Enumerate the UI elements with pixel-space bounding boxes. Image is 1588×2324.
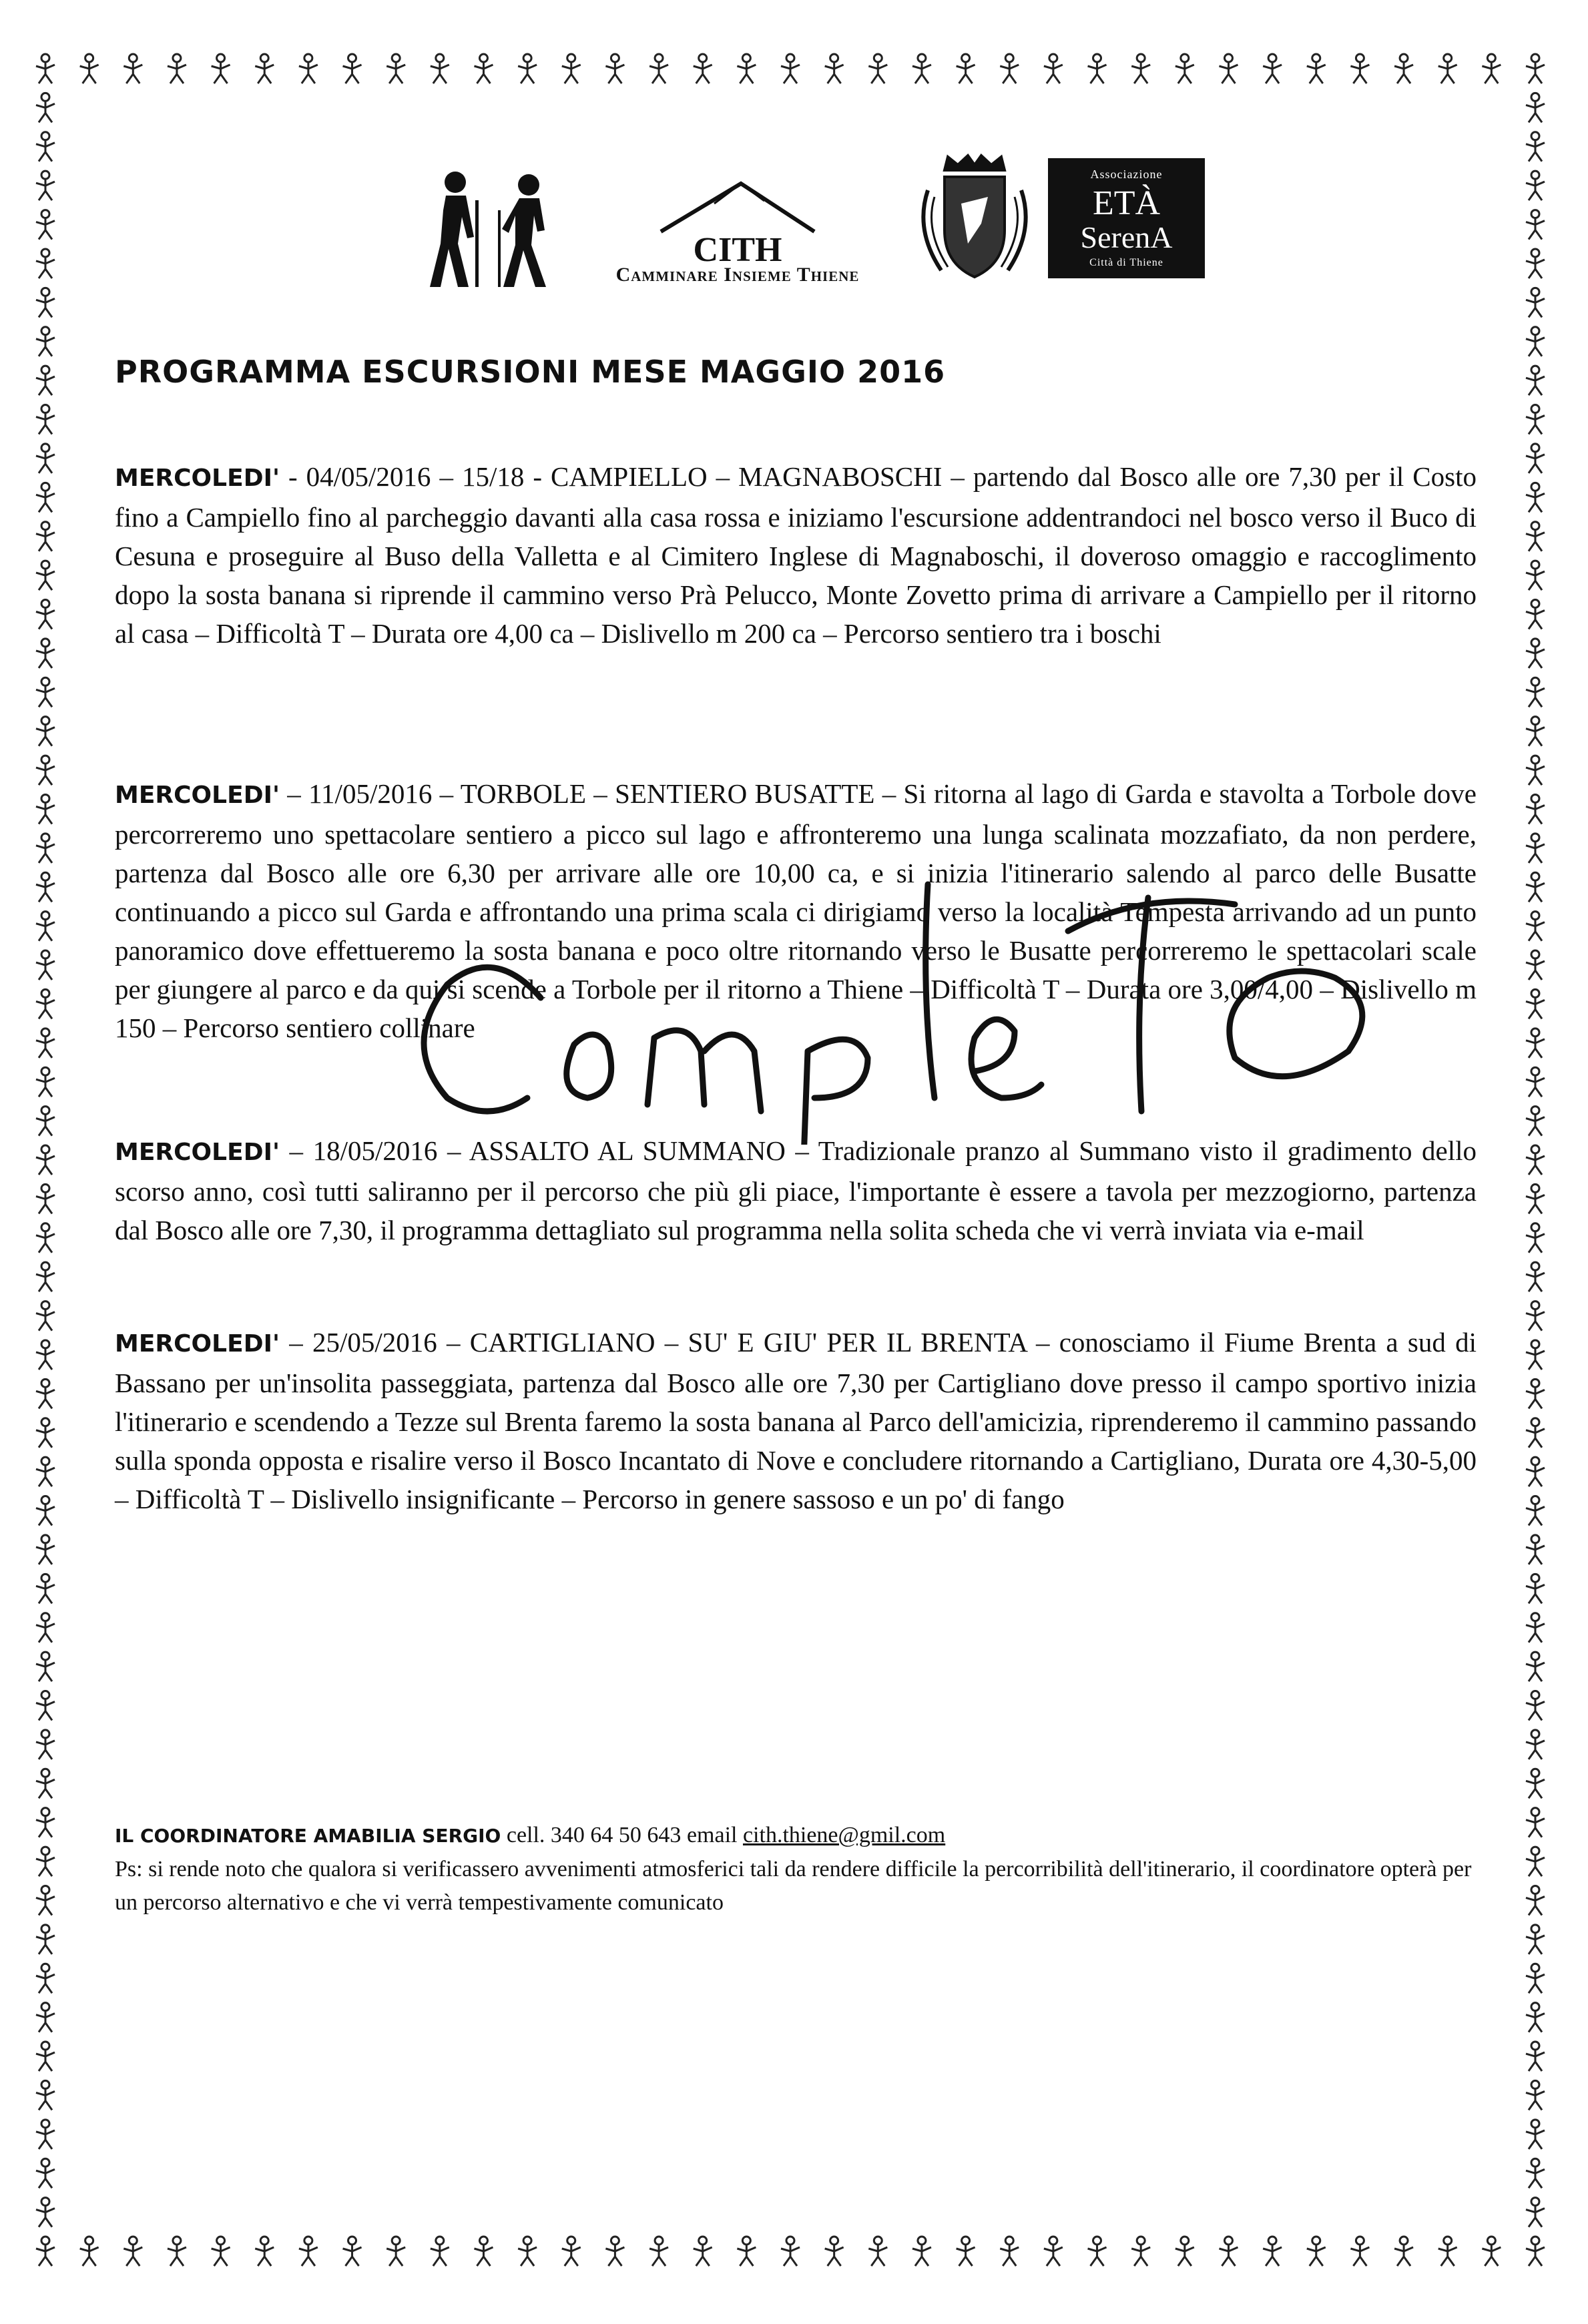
border-figure-icon bbox=[212, 2237, 230, 2266]
footer-note: Ps: si rende noto che qualora si verificassero avvenimenti atmosferici tali da rendere difficile la percorribilità dell'itinerario, il coordinatore opterà per un percorso alternativo e che vi verrà tempestivamente comunicato bbox=[115, 1857, 1472, 1915]
border-figure-icon bbox=[168, 54, 186, 83]
border-figure-icon bbox=[36, 1496, 55, 1526]
border-figure-icon bbox=[36, 522, 55, 551]
border-figure-icon bbox=[1526, 210, 1545, 240]
border-figure-icon bbox=[36, 1535, 55, 1564]
border-figure-icon bbox=[36, 989, 55, 1019]
border-figure-icon bbox=[1526, 1223, 1545, 1253]
border-figure-icon bbox=[1526, 1107, 1545, 1136]
border-figure-icon bbox=[957, 54, 975, 83]
border-figure-icon bbox=[1394, 54, 1413, 83]
border-figure-icon bbox=[1526, 677, 1545, 707]
border-figure-icon bbox=[36, 834, 55, 863]
footer-contact-line bbox=[115, 1819, 1483, 1853]
border-figure-icon bbox=[36, 2042, 55, 2071]
border-figure-icon bbox=[1131, 2237, 1150, 2266]
border-figure-icon bbox=[912, 54, 931, 83]
excursion-day-label: MERCOLEDI' bbox=[115, 1330, 280, 1358]
border-figure-icon bbox=[1526, 288, 1545, 317]
border-figure-icon bbox=[36, 366, 55, 395]
border-figure-icon bbox=[431, 2237, 449, 2266]
border-figure-icon bbox=[957, 2237, 975, 2266]
eta-serena-line3: SerenA bbox=[1080, 220, 1173, 254]
border-figure-icon bbox=[36, 1029, 55, 1058]
border-figure-icon bbox=[1175, 54, 1194, 83]
border-figure-icon bbox=[36, 950, 55, 980]
border-figure-icon bbox=[825, 2237, 844, 2266]
border-figure-icon bbox=[1526, 1301, 1545, 1331]
mountain-icon bbox=[581, 177, 894, 237]
border-figure-icon bbox=[1526, 1535, 1545, 1564]
border-figure-icon bbox=[36, 872, 55, 902]
border-figure-icon bbox=[1263, 54, 1282, 83]
border-figure-icon bbox=[36, 483, 55, 512]
border-figure-icon bbox=[562, 54, 581, 83]
border-figure-icon bbox=[36, 2003, 55, 2032]
border-figure-icon bbox=[1219, 54, 1238, 83]
border-figure-icon bbox=[518, 2237, 537, 2266]
excursion-day-label: MERCOLEDI' bbox=[115, 1139, 280, 1166]
border-figure-icon bbox=[36, 405, 55, 434]
border-figure-icon bbox=[36, 1223, 55, 1253]
border-figure-icon bbox=[36, 2237, 55, 2266]
border-figure-icon bbox=[1526, 1379, 1545, 1408]
border-figure-icon bbox=[343, 54, 362, 83]
border-figure-icon bbox=[605, 54, 624, 83]
border-figure-icon bbox=[36, 2120, 55, 2149]
border-figure-icon bbox=[1526, 561, 1545, 590]
excursion-text: – 25/05/2016 – CARTIGLIANO – SU' E GIU' PER IL BRENTA – conosciamo il Fiume Brenta a sud di Bassano per un'insolita passeggiata, partenza dal Bosco alle ore 7,30 per Cartigliano dove presso il campo sportivo inizia l'itinerario e scendendo a Tezze sul Brenta faremo la sosta banana al Parco dell'amicizia, riprenderemo il cammino passando sulla sponda opposta e risalire verso il Bosco Incantato di Nove e concludere ritornando a Cartigliano, Durata ore 4,30-5,00 – Difficoltà T – Dislivello insignificante – Percorso in genere sassoso e un po' di fango bbox=[115, 1327, 1477, 1514]
border-figure-icon bbox=[1307, 54, 1326, 83]
border-figure-icon bbox=[781, 2237, 800, 2266]
excursion-item bbox=[115, 1323, 1477, 1518]
border-figure-icon bbox=[1526, 989, 1545, 1019]
border-figure-icon bbox=[36, 639, 55, 668]
border-figure-icon bbox=[36, 1107, 55, 1136]
border-figure-icon bbox=[1131, 54, 1150, 83]
border-figure-icon bbox=[431, 54, 449, 83]
border-figure-icon bbox=[1526, 717, 1545, 746]
border-figure-icon bbox=[868, 2237, 887, 2266]
border-figure-icon bbox=[343, 2237, 362, 2266]
border-figure-icon bbox=[1482, 54, 1501, 83]
border-figure-icon bbox=[36, 288, 55, 317]
cith-logo-name: CITH bbox=[693, 231, 782, 269]
border-figure-icon bbox=[36, 1964, 55, 1993]
border-figure-icon bbox=[36, 561, 55, 590]
border-figure-icon bbox=[36, 1418, 55, 1448]
cith-logo bbox=[581, 177, 894, 290]
border-figure-icon bbox=[694, 54, 712, 83]
coordinator-phone: cell. 340 64 50 643 bbox=[506, 1823, 682, 1847]
border-figure-icon bbox=[1526, 1730, 1545, 1759]
border-figure-icon bbox=[36, 1730, 55, 1759]
border-figure-icon bbox=[1526, 1847, 1545, 1876]
eta-serena-line2: ETÀ bbox=[1092, 184, 1161, 222]
border-figure-icon bbox=[36, 132, 55, 162]
border-figure-icon bbox=[1526, 1613, 1545, 1643]
border-figure-icon bbox=[1526, 2120, 1545, 2149]
excursion-day-label: MERCOLEDI' bbox=[115, 465, 280, 492]
border-figure-icon bbox=[1526, 834, 1545, 863]
excursion-item bbox=[115, 457, 1477, 653]
header-logos bbox=[414, 150, 1215, 290]
border-figure-icon bbox=[1526, 1885, 1545, 1915]
border-figure-icon bbox=[1526, 1496, 1545, 1526]
border-figure-icon bbox=[737, 2237, 756, 2266]
border-figure-icon bbox=[1526, 1964, 1545, 1993]
border-figure-icon bbox=[36, 171, 55, 200]
border-figure-icon bbox=[36, 756, 55, 785]
border-figure-icon bbox=[868, 54, 887, 83]
border-figure-icon bbox=[1000, 54, 1019, 83]
border-figure-icon bbox=[1526, 950, 1545, 980]
border-figure-icon bbox=[36, 54, 55, 83]
border-figure-icon bbox=[36, 210, 55, 240]
border-figure-icon bbox=[36, 1808, 55, 1837]
city-crest-icon bbox=[908, 150, 1041, 290]
border-figure-icon bbox=[36, 249, 55, 278]
eta-serena-line4: Città di Thiene bbox=[1089, 257, 1163, 268]
border-figure-icon bbox=[36, 794, 55, 824]
border-figure-icon bbox=[1526, 2158, 1545, 2188]
border-figure-icon bbox=[1263, 2237, 1282, 2266]
border-figure-icon bbox=[1482, 2237, 1501, 2266]
border-figure-icon bbox=[1526, 1574, 1545, 1603]
border-figure-icon bbox=[649, 54, 668, 83]
border-figure-icon bbox=[36, 1301, 55, 1331]
excursion-text: – 11/05/2016 – TORBOLE – SENTIERO BUSATTE – Si ritorna al lago di Garda e stavolta a Torbole dove percorreremo uno spettacolare sentiero a picco sul lago e affronteremo una lunga scalinata mozzafiato, da non perdere, partenza dal Bosco alle ore 6,30 per arrivare alle ore 10,00 ca, e si inizia l'itinerario salendo al parco delle Busatte continuando a picco sul Garda e affrontando una prima scala ci dirigiamo verso la località Tempesta arrivando ad un punto panoramico dove effettueremo la sosta banana e poco oltre ritornando verso le Busatte percorreremo le spettacolari scale per giungere al parco e da qui si scende a Torbole per il ritorno a Thiene – Difficoltà T – Durata ore 3,00/4,00 – Dislivello m 150 – Percorso sentiero collinare bbox=[115, 778, 1477, 1043]
border-figure-icon bbox=[1526, 54, 1545, 83]
completo-handwritten-stamp bbox=[374, 831, 1442, 1145]
border-figure-icon bbox=[36, 717, 55, 746]
border-figure-icon bbox=[36, 2158, 55, 2188]
border-figure-icon bbox=[1526, 1184, 1545, 1213]
border-figure-icon bbox=[1526, 1418, 1545, 1448]
eta-serena-logo bbox=[1048, 158, 1205, 278]
border-figure-icon bbox=[386, 2237, 405, 2266]
border-figure-icon bbox=[1526, 2198, 1545, 2227]
border-figure-icon bbox=[36, 1847, 55, 1876]
footer bbox=[115, 1819, 1483, 1920]
border-figure-icon bbox=[212, 54, 230, 83]
border-figure-icon bbox=[1526, 2080, 1545, 2110]
border-figure-icon bbox=[1526, 1925, 1545, 1954]
excursion-text: - 04/05/2016 – 15/18 - CAMPIELLO – MAGNABOSCHI – partendo dal Bosco alle ore 7,30 per il Costo fino a Campiello fino al parcheggio davanti alla casa rossa e iniziamo l'escursione addentrandoci nel bosco verso il Buco di Cesuna e proseguire al Buso della Valletta e al Cimitero Inglese di Magnaboschi, il doveroso omaggio e raccoglimento dopo la sosta banana si riprende il cammino verso Prà Pelucco, Monte Zovetto prima di arrivare a Campiello per il ritorno al casa – Difficoltà T – Durata ore 4,00 ca – Dislivello m 200 ca – Percorso sentiero tra i boschi bbox=[115, 461, 1477, 649]
border-figure-icon bbox=[1526, 1340, 1545, 1370]
border-figure-icon bbox=[36, 93, 55, 122]
border-figure-icon bbox=[1526, 444, 1545, 473]
border-figure-icon bbox=[36, 912, 55, 941]
border-figure-icon bbox=[605, 2237, 624, 2266]
border-figure-icon bbox=[36, 444, 55, 473]
border-figure-icon bbox=[1526, 132, 1545, 162]
border-figure-icon bbox=[1526, 1691, 1545, 1721]
border-figure-icon bbox=[1526, 1145, 1545, 1175]
border-figure-icon bbox=[1526, 483, 1545, 512]
border-figure-icon bbox=[694, 2237, 712, 2266]
border-figure-icon bbox=[1175, 2237, 1194, 2266]
border-figure-icon bbox=[36, 1613, 55, 1643]
border-figure-icon bbox=[168, 2237, 186, 2266]
border-figure-icon bbox=[1394, 2237, 1413, 2266]
border-figure-icon bbox=[1044, 54, 1063, 83]
border-figure-icon bbox=[36, 1652, 55, 1681]
border-figure-icon bbox=[649, 2237, 668, 2266]
border-figure-icon bbox=[80, 54, 99, 83]
border-figure-icon bbox=[474, 54, 493, 83]
border-figure-icon bbox=[36, 1691, 55, 1721]
border-figure-icon bbox=[474, 2237, 493, 2266]
cith-logo-subtitle: Camminare Insieme Thiene bbox=[615, 264, 860, 286]
excursion-day-label: MERCOLEDI' bbox=[115, 782, 280, 809]
border-figure-icon bbox=[36, 1925, 55, 1954]
border-figure-icon bbox=[1526, 1457, 1545, 1486]
email-label: email bbox=[686, 1823, 738, 1847]
border-figure-icon bbox=[1526, 2237, 1545, 2266]
border-figure-icon bbox=[36, 1885, 55, 1915]
border-figure-icon bbox=[1526, 912, 1545, 941]
border-figure-icon bbox=[518, 54, 537, 83]
border-figure-icon bbox=[1438, 54, 1457, 83]
border-figure-icon bbox=[1526, 1652, 1545, 1681]
border-figure-icon bbox=[1526, 872, 1545, 902]
border-figure-icon bbox=[36, 1262, 55, 1291]
border-figure-icon bbox=[36, 2198, 55, 2227]
border-figure-icon bbox=[1526, 522, 1545, 551]
border-figure-icon bbox=[1526, 2003, 1545, 2032]
border-figure-icon bbox=[255, 54, 274, 83]
border-figure-icon bbox=[255, 2237, 274, 2266]
border-figure-icon bbox=[1526, 2042, 1545, 2071]
border-figure-icon bbox=[36, 600, 55, 629]
border-figure-icon bbox=[1350, 2237, 1369, 2266]
border-figure-icon bbox=[1526, 171, 1545, 200]
border-figure-icon bbox=[36, 677, 55, 707]
border-figure-icon bbox=[299, 54, 318, 83]
border-figure-icon bbox=[1526, 1029, 1545, 1058]
border-figure-icon bbox=[562, 2237, 581, 2266]
border-figure-icon bbox=[1044, 2237, 1063, 2266]
border-figure-icon bbox=[912, 2237, 931, 2266]
border-figure-icon bbox=[36, 2080, 55, 2110]
border-figure-icon bbox=[123, 54, 142, 83]
border-figure-icon bbox=[1526, 1769, 1545, 1798]
border-figure-icon bbox=[1526, 600, 1545, 629]
border-figure-icon bbox=[36, 1340, 55, 1370]
hikers-logo bbox=[414, 164, 567, 290]
excursion-text: – 18/05/2016 – ASSALTO AL SUMMANO – Tradizionale pranzo al Summano visto il gradimento dello scorso anno, così tutti saliranno per il percorso che più gli piace, l'importante è essere a tavola per mezzogiorno, partenza dal Bosco alle ore 7,30, il programma dettagliato sul programma nella solita scheda che vi verrà inviata via e-mail bbox=[115, 1135, 1477, 1245]
border-figure-icon bbox=[1526, 1262, 1545, 1291]
border-figure-icon bbox=[1526, 327, 1545, 356]
border-figure-icon bbox=[1350, 54, 1369, 83]
border-figure-icon bbox=[1526, 405, 1545, 434]
border-figure-icon bbox=[1307, 2237, 1326, 2266]
excursion-item bbox=[115, 1131, 1477, 1249]
border-figure-icon bbox=[36, 1067, 55, 1097]
border-figure-icon bbox=[36, 327, 55, 356]
border-figure-icon bbox=[80, 2237, 99, 2266]
border-figure-icon bbox=[1526, 639, 1545, 668]
border-figure-icon bbox=[36, 1769, 55, 1798]
border-figure-icon bbox=[1526, 249, 1545, 278]
border-figure-icon bbox=[36, 1145, 55, 1175]
border-figure-icon bbox=[1526, 756, 1545, 785]
border-figure-icon bbox=[1526, 1808, 1545, 1837]
border-figure-icon bbox=[1526, 794, 1545, 824]
eta-serena-line1: Associazione bbox=[1090, 168, 1163, 181]
border-figure-icon bbox=[123, 2237, 142, 2266]
border-figure-icon bbox=[36, 1379, 55, 1408]
border-figure-icon bbox=[36, 1457, 55, 1486]
border-figure-icon bbox=[386, 54, 405, 83]
border-figure-icon bbox=[36, 1574, 55, 1603]
border-figure-icon bbox=[1088, 54, 1107, 83]
border-figure-icon bbox=[737, 54, 756, 83]
email-link[interactable]: cith.thiene@gmil.com bbox=[742, 1823, 946, 1847]
border-figure-icon bbox=[825, 54, 844, 83]
border-figure-icon bbox=[1438, 2237, 1457, 2266]
border-figure-icon bbox=[36, 1184, 55, 1213]
coordinator-name: IL COORDINATORE AMABILIA SERGIO bbox=[115, 1825, 501, 1847]
border-figure-icon bbox=[1526, 366, 1545, 395]
border-figure-icon bbox=[1219, 2237, 1238, 2266]
border-figure-icon bbox=[781, 54, 800, 83]
page-title: PROGRAMMA ESCURSIONI MESE MAGGIO 2016 bbox=[115, 354, 946, 390]
border-figure-icon bbox=[299, 2237, 318, 2266]
border-figure-icon bbox=[1000, 2237, 1019, 2266]
border-figure-icon bbox=[1088, 2237, 1107, 2266]
border-figure-icon bbox=[1526, 1067, 1545, 1097]
border-figure-icon bbox=[1526, 93, 1545, 122]
